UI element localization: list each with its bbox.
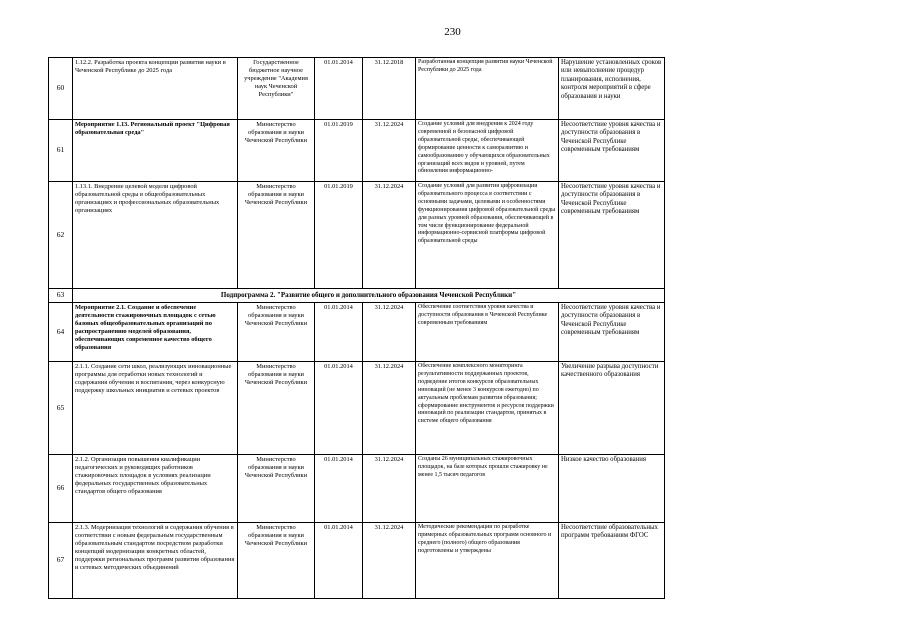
responsible-executor: Министерство образования и науки Чеченской Республики (238, 523, 315, 599)
non-implementation-consequences: Несоответствие уровня качества и доступности образования в Чеченской Республике современным требованиям (559, 120, 665, 182)
responsible-executor: Министерство образования и науки Чеченской Республики (238, 362, 315, 455)
end-date: 31.12.2024 (363, 523, 416, 599)
non-implementation-consequences: Несоответствие уровня качества и доступности образования в Чеченской Республике современным требованиям (559, 303, 665, 362)
expected-result: Методические рекомендации по разработке примерных образовательных программ основного и среднего (полного) общего образования подготовлены и утверждены (416, 523, 559, 599)
table-row (49, 182, 665, 289)
row-number: 66 (49, 455, 73, 523)
start-date: 01.01.2014 (315, 455, 363, 523)
row-number: 60 (49, 58, 73, 120)
end-date: 31.12.2024 (363, 120, 416, 182)
measure-name: 1.12.2. Разработка проекта концепции развития науки в Чеченской Республике до 2025 года (73, 58, 238, 120)
expected-result: Создание условий для развития цифровизации образовательного процесса в соответствии с основными задачами, целевыми и особенностями функционирования цифровой образовательной среды для разных уровней образования, обеспечивающей в том числе функционирование федеральной информационно-сервисной платформы цифровой образовательной среды (416, 182, 559, 289)
start-date: 01.01.2019 (315, 120, 363, 182)
end-date: 31.12.2024 (363, 303, 416, 362)
table-row (49, 455, 665, 523)
table-row (49, 58, 665, 120)
measure-name: 2.1.2. Организация повышения квалификации педагогических и руководящих работников стажировочных площадок в условиях реализации федеральных государственных образовательных стандартов общего образования (73, 455, 238, 523)
measure-name: Мероприятие 2.1. Создание и обеспечение деятельности стажировочных площадок с сетью базовых общеобразовательных организаций по распространению моделей образования, обеспечивающих современное качество общего образования (73, 303, 238, 362)
table-row (49, 362, 665, 455)
end-date: 31.12.2018 (363, 58, 416, 120)
responsible-executor: Министерство образования и науки Чеченской Республики (238, 120, 315, 182)
start-date: 01.01.2014 (315, 303, 363, 362)
table-row (49, 523, 665, 599)
expected-result: Обеспечение комплексного мониторинга результативности поддержанных проектов, подведение итогов конкурсов образовательных инноваций (не менее 3 конкурсов ежегодно) по актуальным проблемам развития образования; сформирование инструментов и ресурсов поддержки инноваций по реализации стандартов, принятых в системе общего образования (416, 362, 559, 455)
subprogram-row (49, 289, 665, 303)
non-implementation-consequences: Несоответствие уровня качества и доступности образования в Чеченской Республике современным требованиям (559, 182, 665, 289)
start-date: 01.01.2014 (315, 362, 363, 455)
responsible-executor: Министерство образования и науки Чеченской Республики (238, 182, 315, 289)
end-date: 31.12.2024 (363, 455, 416, 523)
non-implementation-consequences: Нарушение установленных сроков или невыполнение процедур планирования, исполнения, контроля мероприятий в сфере образования и науки (559, 58, 665, 120)
measure-name: 2.1.3. Модернизация технологий и содержания обучения в соответствии с новым федеральным государственным образовательным стандартом посредством разработки концепций модернизации конкретных областей, поддержки региональных программ развития образования и сетевых методических объединений (73, 523, 238, 599)
expected-result: Обеспечение соответствия уровня качества и доступности образования в Чеченской Республике современным требованиям (416, 303, 559, 362)
measure-name: Мероприятие 1.13. Региональный проект "Цифровая образовательная среда" (73, 120, 238, 182)
row-number: 61 (49, 120, 73, 182)
start-date: 01.01.2014 (315, 58, 363, 120)
expected-result: Созданы 26 муниципальных стажировочных площадок, на базе которых прошли стажировку не менее 1,5 тысяч педагогов (416, 455, 559, 523)
row-number: 64 (49, 303, 73, 362)
responsible-executor: Министерство образования и науки Чеченской Республики (238, 303, 315, 362)
measure-name: 1.13.1. Внедрение целевой модели цифровой образовательной среды в общеобразовательных организациях и профессиональных образовательных организациях (73, 182, 238, 289)
row-number: 63 (49, 289, 73, 303)
non-implementation-consequences: Несоответствие образовательных программ требованиям ФГОС (559, 523, 665, 599)
page-number: 230 (444, 26, 461, 38)
end-date: 31.12.2024 (363, 362, 416, 455)
responsible-executor: Министерство образования и науки Чеченской Республики (238, 455, 315, 523)
end-date: 31.12.2024 (363, 182, 416, 289)
row-number: 62 (49, 182, 73, 289)
subprogram-title: Подпрограмма 2. "Развитие общего и дополнительного образования Чеченской Республики" (73, 289, 665, 303)
row-number: 67 (49, 523, 73, 599)
row-number: 65 (49, 362, 73, 455)
table-row (49, 303, 665, 362)
expected-result: Создание условий для внедрения к 2024 году современной и безопасной цифровой образовательной среды, обеспечивающей формирование ценности к саморазвитию и самообразованию у обучающихся образовательных организаций всех видов и уровней, путем обновления информационно- (416, 120, 559, 182)
start-date: 01.01.2014 (315, 523, 363, 599)
table-row (49, 120, 665, 182)
measure-name: 2.1.1. Создание сети школ, реализующих инновационные программы для отработки новых технологий и содержания обучения и воспитания, через конкурсную поддержку школьных инициатив и сетевых проектов (73, 362, 238, 455)
expected-result: Разработанная концепция развития науки Чеченской Республики до 2025 года (416, 58, 559, 120)
program-measures-table (48, 57, 665, 599)
start-date: 01.01.2019 (315, 182, 363, 289)
non-implementation-consequences: Низкое качество образования (559, 455, 665, 523)
responsible-executor: Государственное бюджетное научное учреждение "Академия наук Чеченской Республики" (238, 58, 315, 120)
non-implementation-consequences: Увеличение разрыва доступности качественного образования (559, 362, 665, 455)
